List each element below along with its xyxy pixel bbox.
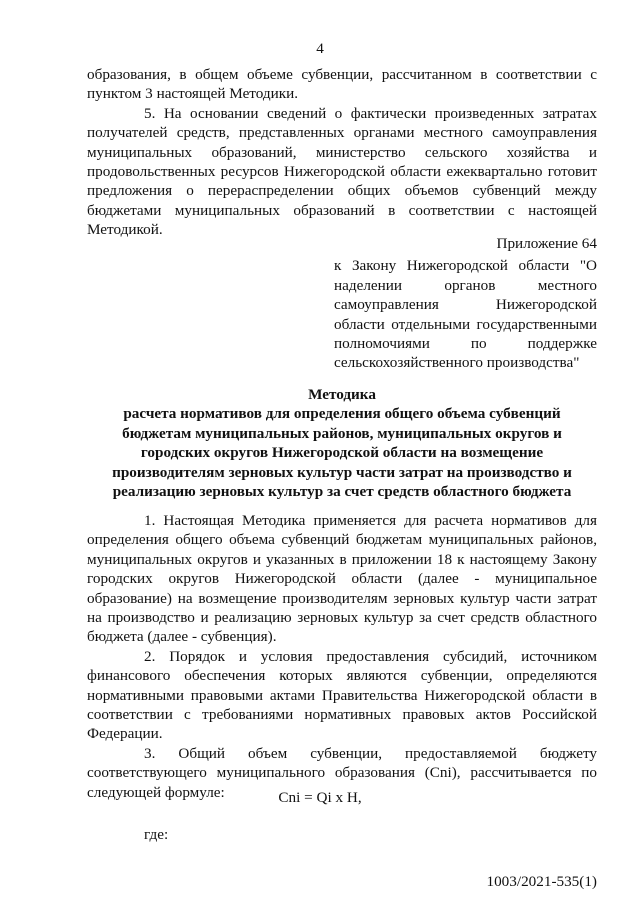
- methodology-title: [100, 385, 584, 501]
- continuation-paragraph: образования, в общем объеме субвенции, рассчитанном в соответствии с пунктом 3 настоящей Методики.: [87, 66, 597, 103]
- title-subtitle: расчета нормативов для определения общего объема субвенций бюджетам муниципальных районов, муниципальных округов и городских округов Нижегородской области на возмещение производителям зерновых культур части затрат на производство и реализацию зерновых культур за счет средств областного бюджета: [112, 405, 572, 501]
- page-number: 4: [316, 40, 324, 57]
- paragraph-5: 5. На основании сведений о фактически произведенных затратах получателей средств, представленных органами местного самоуправления муниципальных образований, министерство сельского хозяйства и продовольственных ресурсов Нижегородской области ежеквартально готовит предложения о перераспределении общих объемов субвенций между бюджетами муниципальных образований в соответствии с настоящей Методикой.: [87, 104, 597, 239]
- appendix-reference: к Закону Нижегородской области "О наделении органов местного самоуправления Нижегородской области отдельными государственными полномочиями по поддержке сельскохозяйственного производства": [334, 257, 597, 372]
- title-main: Методика: [308, 386, 376, 403]
- paragraph-3: 3. Общий объем субвенции, предоставляемой бюджету соответствующего муниципального образования (Сni), рассчитывается по следующей формуле:: [87, 744, 597, 801]
- body-text: [87, 511, 597, 802]
- appendix-number: Приложение 64: [496, 235, 597, 252]
- continuation-text: [87, 65, 597, 240]
- appendix-header: [334, 234, 597, 373]
- paragraph-2: 2. Порядок и условия предоставления субсидий, источником финансового обеспечения которых являются субвенции, определяются нормативными правовыми актами Правительства Нижегородской области в соответствии с требованиями нормативных правовых актов Российской Федерации.: [87, 647, 597, 743]
- formula: Cni = Qi x H,: [278, 789, 362, 806]
- where-label: где:: [144, 826, 169, 843]
- paragraph-1: 1. Настоящая Методика применяется для расчета нормативов для определения общего объема субвенций бюджетам муниципальных районов, муниципальных округов и указанных в приложении 18 к настоящему Закону городских округов Нижегородской области (далее - муниципальное образование) на возмещение производителям зерновых культур части затрат на производство и реализацию зерновых культур за счет средств областного бюджета (далее - субвенция).: [87, 512, 597, 646]
- document-code: 1003/2021-535(1): [486, 873, 597, 890]
